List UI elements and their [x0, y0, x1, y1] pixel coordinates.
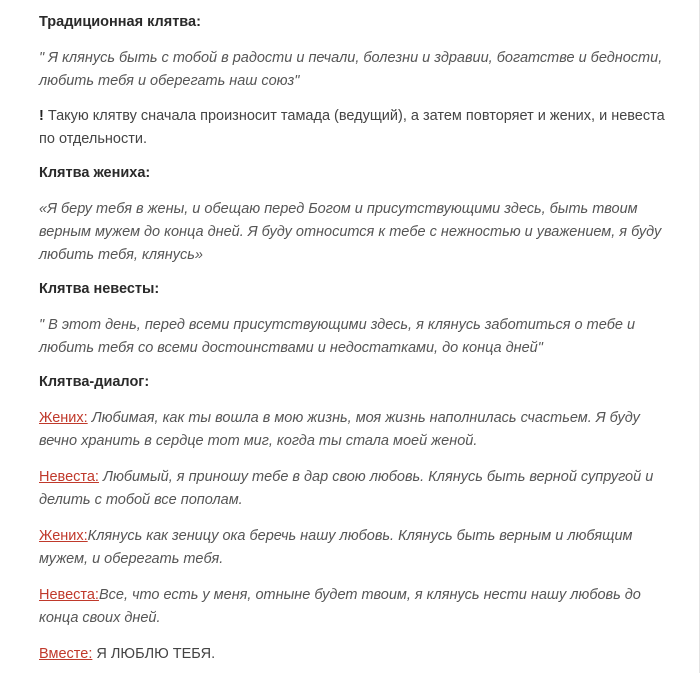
- speaker-link-bride[interactable]: Невеста:: [39, 469, 99, 485]
- dialog-line: [39, 643, 679, 666]
- speaker-link-bride[interactable]: Невеста:: [39, 587, 99, 603]
- groom-vow-quote: «Я беру тебя в жены, и обещаю перед Богом и присутствующими здесь, быть твоим верным мужем до конца дней. Я буду относится к тебе с нежностью и уважением, я буду любить тебя, клянусь»: [39, 201, 662, 263]
- traditional-vow-heading: Традиционная клятва:: [39, 14, 201, 30]
- traditional-vow-note: [39, 105, 679, 151]
- dialog-line: [39, 466, 679, 512]
- dialog-line: [39, 584, 679, 630]
- dialog-line-text: Любимая, как ты вошла в мою жизнь, моя жизнь наполнилась счастьем. Я буду вечно хранить в сердце тот миг, когда ты стала моей женой.: [39, 410, 640, 449]
- speaker-link-together[interactable]: Вместе:: [39, 646, 93, 662]
- note-text: Такую клятву сначала произносит тамада (ведущий), а затем повторяет и жених, и невеста по отдельности.: [39, 108, 665, 147]
- bride-vow-heading: Клятва невесты:: [39, 281, 160, 297]
- groom-vow-heading: Клятва жениха:: [39, 165, 151, 181]
- article-content: [39, 12, 679, 679]
- dialog-line-text: Все, что есть у меня, отныне будет твоим, я клянусь нести нашу любовь до конца своих дней.: [39, 587, 641, 626]
- speaker-link-groom[interactable]: Жених:: [39, 410, 88, 426]
- speaker-link-groom[interactable]: Жених:: [39, 528, 88, 544]
- dialog-line-text: Я ЛЮБЛЮ ТЕБЯ.: [92, 646, 216, 662]
- exclamation-mark: !: [39, 108, 44, 124]
- dialog-line: [39, 407, 679, 453]
- dialog-line-text: Любимый, я приношу тебе в дар свою любовь. Клянусь быть верной супругой и делить с тобой все пополам.: [39, 469, 654, 508]
- dialog-vow-heading: Клятва-диалог:: [39, 374, 150, 390]
- dialog-line: [39, 525, 679, 571]
- traditional-vow-quote: " Я клянусь быть с тобой в радости и печали, болезни и здравии, богатстве и бедности, любить тебя и оберегать наш союз": [39, 50, 663, 89]
- dialog-line-text: Клянусь как зеницу ока беречь нашу любовь. Клянусь быть верным и любящим мужем, и оберегать тебя.: [39, 528, 633, 567]
- bride-vow-quote: " В этот день, перед всеми присутствующими здесь, я клянусь заботиться о тебе и любить тебя со всеми достоинствами и недостатками, до конца дней": [39, 317, 636, 356]
